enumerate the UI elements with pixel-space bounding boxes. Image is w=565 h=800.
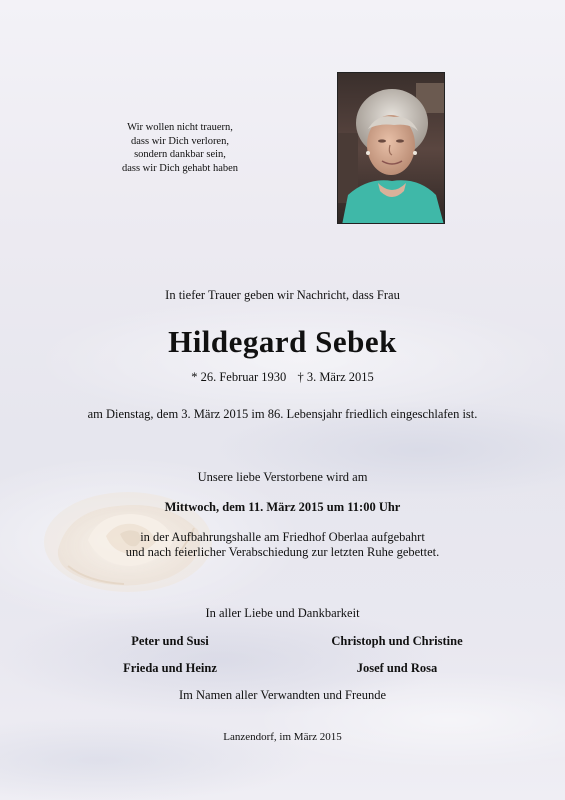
- passing-text: am Dienstag, dem 3. März 2015 im 86. Lebensjahr friedlich eingeschlafen ist.: [87, 407, 478, 421]
- funeral-place-line: und nach feierlicher Verabschiedung zur letzten Ruhe gebettet.: [125, 545, 440, 559]
- funeral-place-line: in der Aufbahrungshalle am Friedhof Oberlaa aufgebahrt: [140, 530, 425, 544]
- death-date: † 3. März 2015: [297, 370, 374, 384]
- deceased-name: Hildegard Sebek: [168, 324, 397, 359]
- memorial-poem: [60, 121, 300, 175]
- poem-line: dass wir Dich verloren,: [131, 135, 229, 147]
- gratitude-line: In aller Liebe und Dankbarkeit: [205, 606, 360, 620]
- mourner-name: Peter und Susi: [131, 634, 209, 648]
- mourner-name: Christoph und Christine: [331, 634, 463, 648]
- announcement-intro: In tiefer Trauer geben wir Nachricht, dass Frau: [165, 288, 400, 302]
- funeral-place: [0, 530, 565, 560]
- poem-line: dass wir Dich gehabt haben: [121, 162, 239, 174]
- funeral-date: Mittwoch, dem 11. März 2015 um 11:00 Uhr: [164, 500, 401, 514]
- location-date: Lanzendorf, im März 2015: [223, 731, 342, 743]
- portrait-photo: [337, 72, 445, 224]
- life-dates: [0, 370, 565, 385]
- mourner-name: Frieda und Heinz: [123, 661, 217, 675]
- relatives-line: Im Namen aller Verwandten und Freunde: [179, 688, 386, 702]
- mourner-name: Josef und Rosa: [356, 661, 438, 675]
- portrait-image: [338, 73, 445, 224]
- birth-date: * 26. Februar 1930: [191, 370, 287, 384]
- funeral-intro: Unsere liebe Verstorbene wird am: [197, 470, 368, 484]
- poem-line: Wir wollen nicht trauern,: [127, 122, 233, 133]
- poem-line: sondern dankbar sein,: [134, 149, 226, 160]
